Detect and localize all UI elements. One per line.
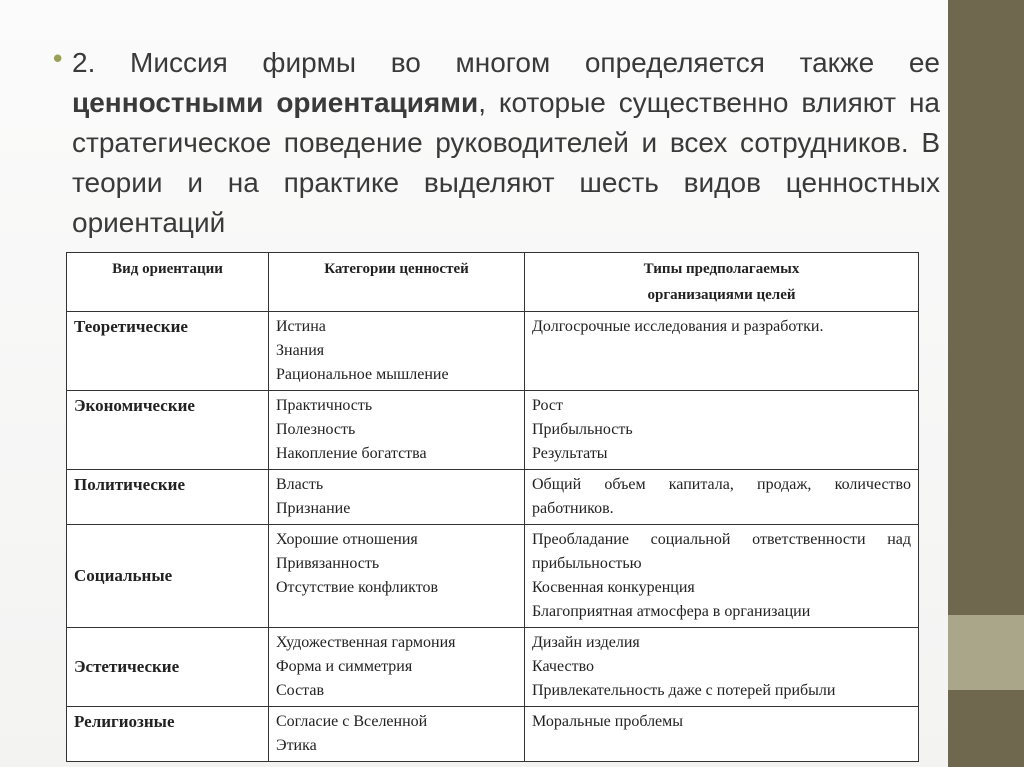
goal-types-cell (525, 470, 919, 525)
value-category-item: Состав (276, 682, 325, 699)
goal-type-item: Общий объем капитала, продаж, количество работников. (532, 476, 911, 517)
value-category-item: Привязанность (276, 555, 380, 572)
paragraph-part1: 2. Миссия фирмы во многом определяется также ее (72, 47, 940, 78)
goal-types-cell (525, 628, 919, 707)
value-categories-cell (269, 525, 525, 628)
value-category-item: Хорошие отношения (276, 531, 418, 548)
value-category-item: Этика (276, 737, 317, 754)
table-header-row (67, 253, 919, 312)
table-row (67, 707, 919, 762)
goal-type-item: Косвенная конкуренция (532, 579, 695, 596)
value-categories-cell (269, 391, 525, 470)
sidebar-accent-block (948, 615, 1024, 690)
value-category-item: Художественная гармония (276, 634, 456, 651)
goal-type-item: Прибыльность (532, 421, 633, 438)
intro-paragraph (72, 43, 940, 243)
header-goal-types-line1: Типы предполагаемых (643, 261, 800, 277)
value-categories-cell (269, 707, 525, 762)
table-row (67, 470, 919, 525)
orientation-type-cell: Социальные (67, 525, 269, 628)
goal-type-item: Преобладание социальной ответственности над прибыльностью (532, 531, 911, 572)
header-goal-types-line2: организациями целей (647, 287, 796, 303)
goal-type-item: Привлекательность даже с потерей прибыли (532, 682, 836, 699)
value-category-item: Форма и симметрия (276, 658, 413, 675)
value-categories-cell (269, 312, 525, 391)
paragraph-part2: , которые существенно влияют на стратегическое поведение руководителей и всех сотрудников. В теории и на практике выделяют шесть видов ценностных ориентаций (72, 87, 940, 238)
orientation-type-cell: Политические (67, 470, 269, 525)
orientation-type-cell: Экономические (67, 391, 269, 470)
value-category-item: Знания (276, 342, 325, 359)
orientation-type-cell: Эстетические (67, 628, 269, 707)
value-category-item: Рациональное мышление (276, 366, 449, 383)
header-value-categories: Категории ценностей (269, 253, 525, 312)
goal-type-item: Рост (532, 397, 563, 414)
goal-types-cell (525, 391, 919, 470)
header-goal-types (525, 253, 919, 312)
value-categories-cell (269, 628, 525, 707)
value-category-item: Полезность (276, 421, 356, 438)
value-category-item: Согласие с Вселенной (276, 713, 428, 730)
table-row (67, 628, 919, 707)
goal-types-cell (525, 707, 919, 762)
value-category-item: Истина (276, 318, 326, 335)
goal-types-cell (525, 312, 919, 391)
goal-type-item: Моральные проблемы (532, 713, 684, 730)
orientation-type-cell: Теоретические (67, 312, 269, 391)
table-row (67, 391, 919, 470)
value-categories-cell (269, 470, 525, 525)
value-orientations-table (66, 252, 919, 762)
value-category-item: Признание (276, 500, 351, 517)
goal-types-cell (525, 525, 919, 628)
bullet-icon: • (50, 45, 66, 75)
value-category-item: Власть (276, 476, 324, 493)
value-category-item: Практичность (276, 397, 373, 414)
table-row (67, 525, 919, 628)
value-category-item: Отсутствие конфликтов (276, 579, 439, 596)
goal-type-item: Дизайн изделия (532, 634, 640, 651)
header-orientation-type: Вид ориентации (67, 253, 269, 312)
paragraph-emphasis: ценностными ориентациями (72, 87, 479, 118)
goal-type-item: Благоприятная атмосфера в организации (532, 603, 811, 620)
value-category-item: Накопление богатства (276, 445, 427, 462)
table-row (67, 312, 919, 391)
orientation-type-cell: Религиозные (67, 707, 269, 762)
goal-type-item: Результаты (532, 445, 608, 462)
goal-type-item: Качество (532, 658, 595, 675)
goal-type-item: Долгосрочные исследования и разработки. (532, 318, 824, 335)
